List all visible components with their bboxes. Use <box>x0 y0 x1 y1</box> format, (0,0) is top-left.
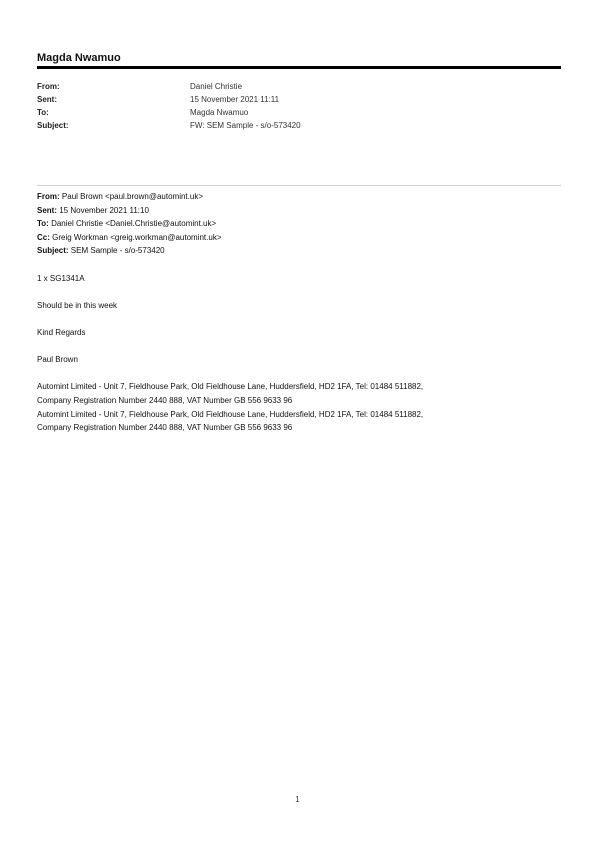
forwarded-subject-value: SEM Sample - s/o-573420 <box>70 246 165 256</box>
company-footer-line: Company Registration Number 2440 888, VAT Number GB 556 9633 96 <box>37 423 293 433</box>
forwarded-sent-label: Sent: <box>37 205 57 215</box>
forwarded-cc-label: Cc: <box>37 232 50 242</box>
forwarded-sent-value: 15 November 2021 11:10 <box>59 205 149 215</box>
forwarded-to-line <box>37 217 423 231</box>
header-from-label: From: <box>37 82 60 91</box>
company-footer-line: Company Registration Number 2440 888, VAT Number GB 556 9633 96 <box>37 395 293 405</box>
forwarded-from-line <box>37 190 423 204</box>
forwarded-sent-line <box>37 204 423 218</box>
forwarded-message <box>37 190 423 435</box>
header-sent-value: 15 November 2021 11:11 <box>190 95 280 104</box>
forwarded-from-label: From: <box>37 192 60 201</box>
mailbox-owner-name: Magda Nwamuo <box>37 52 121 64</box>
forwarded-to-value: Daniel Christie <Daniel.Christie@automint.uk> <box>51 219 217 229</box>
forwarded-subject-label: Subject: <box>37 246 69 256</box>
forward-divider <box>37 185 561 186</box>
company-footer-line: Automint Limited - Unit 7, Fieldhouse Park, Old Fieldhouse Lane, Huddersfield, HD2 1FA, Tel: 01484 511882, <box>37 409 424 419</box>
body-signoff: Kind Regards <box>37 327 86 337</box>
forwarded-from-value: Paul Brown <paul.brown@automint.uk> <box>61 192 203 201</box>
company-footer-line: Automint Limited - Unit 7, Fieldhouse Park, Old Fieldhouse Lane, Huddersfield, HD2 1FA, Tel: 01484 511882, <box>37 382 424 392</box>
forwarded-subject-line <box>37 244 423 258</box>
forwarded-to-label: To: <box>37 219 49 229</box>
forwarded-cc-value: Greig Workman <greig.workman@automint.uk> <box>52 232 222 242</box>
header-subject-value: FW: SEM Sample - s/o-573420 <box>190 121 301 130</box>
body-text-line: Should be in this week <box>37 300 118 310</box>
header-subject-label: Subject: <box>37 121 69 130</box>
header-sent-label: Sent: <box>37 95 57 104</box>
header-to-value: Magda Nwamuo <box>190 108 249 117</box>
header-from-value: Daniel Christie <box>190 82 243 91</box>
header-to-label: To: <box>37 108 49 117</box>
page-number: 1 <box>295 795 300 804</box>
body-item-line: 1 x SG1341A <box>37 273 85 283</box>
body-signature-name: Paul Brown <box>37 355 78 365</box>
forwarded-cc-line <box>37 231 423 245</box>
header-divider <box>37 66 561 69</box>
